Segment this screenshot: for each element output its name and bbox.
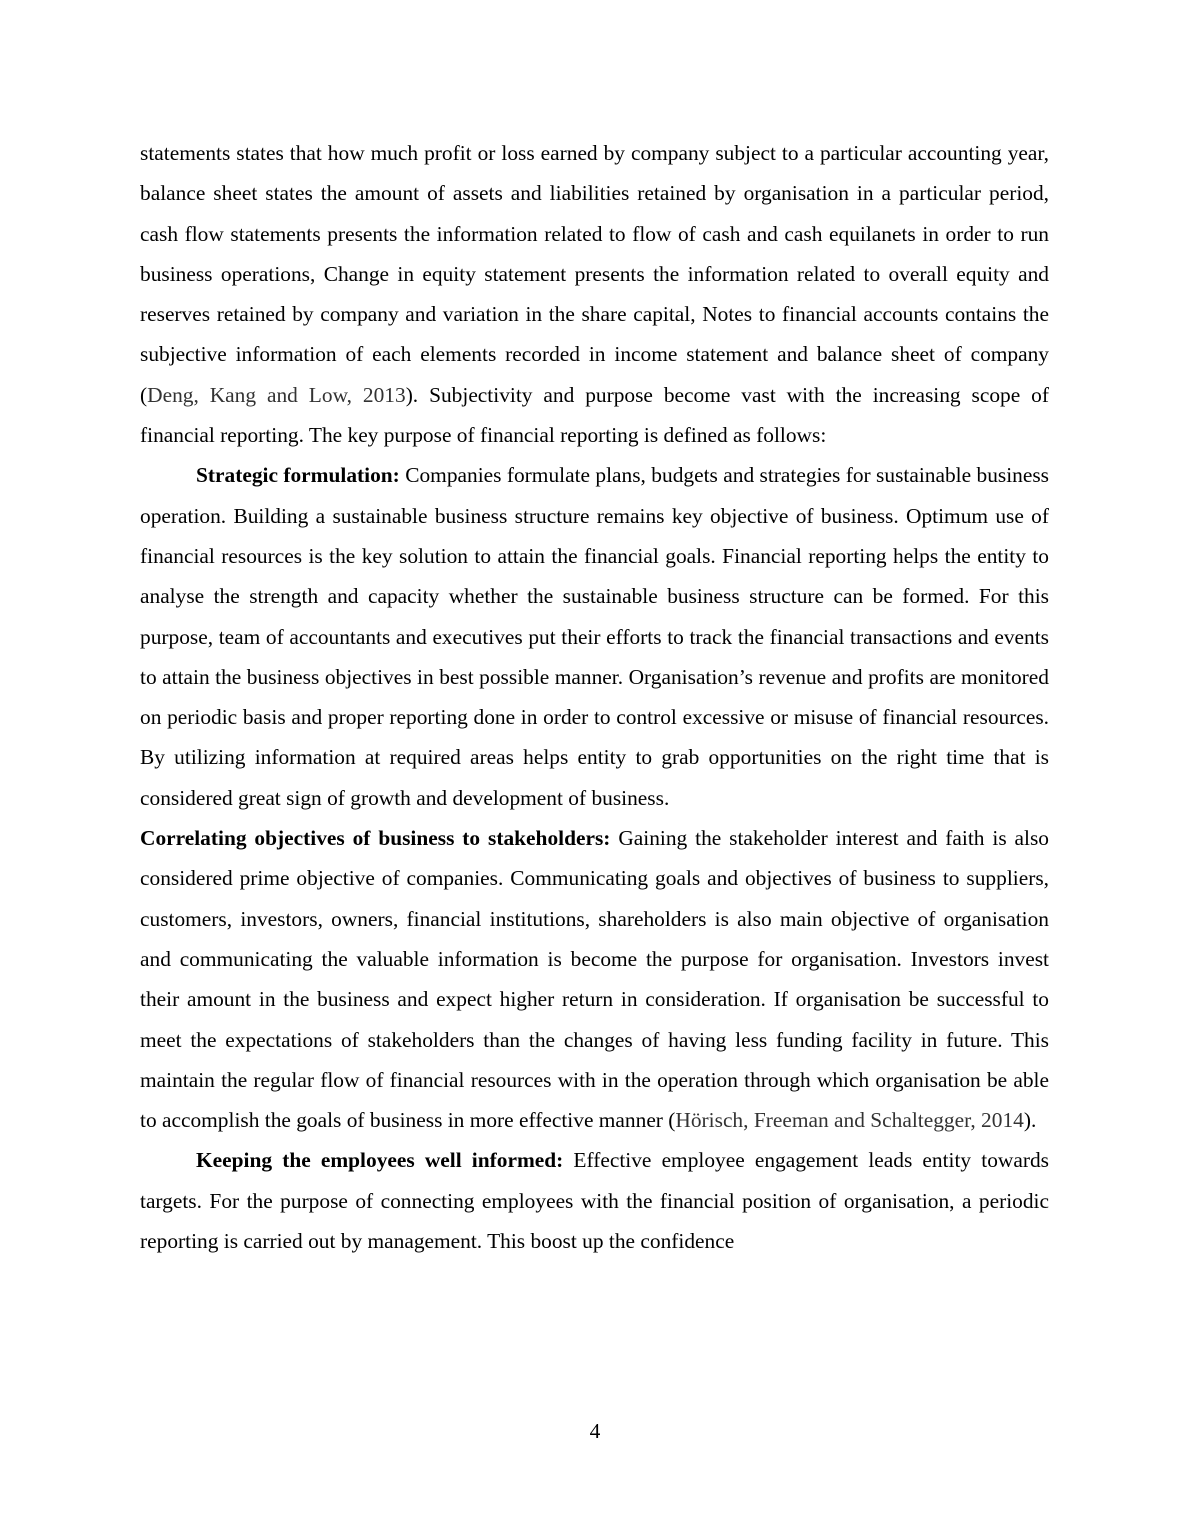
- paragraph-text: ).: [1023, 1108, 1037, 1133]
- paragraph-text: Companies formulate plans, budgets and strategies for sustainable business operation. Building a sustainable business structure remains key objective of business. Optimum use of financial resources is the key solution to attain the financial goals. Financial reporting helps the entity to analyse the strength and capacity whether the sustainable business structure can be formed. For this purpose, team of accountants and executives put their efforts to track the financial transactions and events to attain the business objectives in best possible manner. Organisation’s revenue and profits are monitored on periodic basis and proper reporting done in order to control excessive or misuse of financial resources. By utilizing information at required areas helps entity to grab opportunities on the right time that is considered great sign of growth and development of business.: [140, 463, 1049, 810]
- paragraph-text: ). Subjectivity and purpose become vast with the increasing scope of financial reporting. The key purpose of financial reporting is defined as follows:: [140, 382, 1049, 448]
- inline-heading: Keeping the employees well informed:: [196, 1148, 564, 1173]
- body-text: [140, 133, 1049, 1261]
- paragraph-strategic-formulation: [140, 455, 1049, 818]
- citation-horisch-freeman-schaltegger: Hörisch, Freeman and Schaltegger, 2014: [675, 1108, 1024, 1133]
- page-number: 4: [589, 1419, 601, 1443]
- paragraph-employees-informed: [140, 1140, 1049, 1261]
- paragraph-text: Effective employee engagement leads entity towards targets. For the purpose of connecting employees with the financial position of organisation, a periodic reporting is carried out by management. This boost up the confidence: [140, 1148, 1049, 1254]
- paragraph-text: Gaining the stakeholder interest and faith is also considered prime objective of companies. Communicating goals and objectives of business to suppliers, customers, investors, owners, financial institutions, shareholders is also main objective of organisation and communicating the valuable information is become the purpose for organisation. Investors invest their amount in the business and expect higher return in consideration. If organisation be successful to meet the expectations of stakeholders than the changes of having less funding facility in future. This maintain the regular flow of financial resources with in the operation through which organisation be able to accomplish the goals of business in more effective manner (: [140, 826, 1049, 1133]
- inline-heading: Strategic formulation:: [196, 463, 400, 488]
- paragraph-financial-statements: [140, 133, 1049, 455]
- inline-heading: Correlating objectives of business to stakeholders:: [140, 826, 611, 851]
- citation-deng-kang-low: Deng, Kang and Low, 2013: [147, 382, 406, 407]
- paragraph-text: statements states that how much profit or loss earned by company subject to a particular accounting year, balance sheet states the amount of assets and liabilities retained by organisation in a particular period, cash flow statements presents the information related to flow of cash and cash equilanets in order to run business operations, Change in equity statement presents the information related to overall equity and reserves retained by company and variation in the share capital, Notes to financial accounts contains the subjective information of each elements recorded in income statement and balance sheet of company (: [140, 141, 1049, 407]
- paragraph-correlating-objectives: [140, 818, 1049, 1140]
